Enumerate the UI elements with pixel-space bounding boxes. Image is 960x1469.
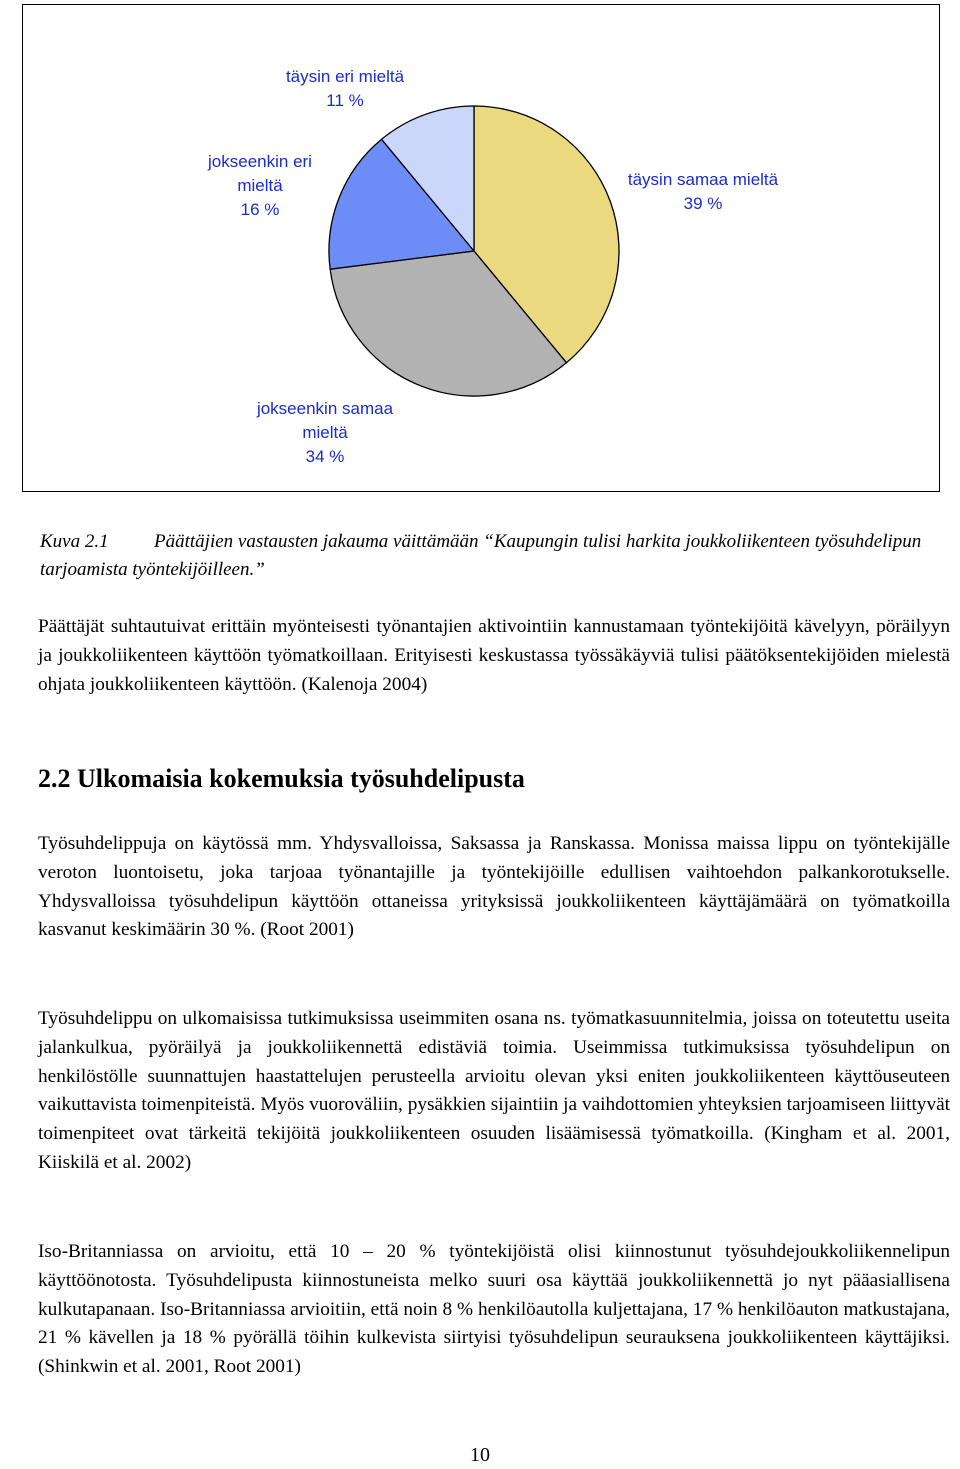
pie-label-fully-disagree: täysin eri mieltä 11 % <box>285 67 405 110</box>
figure-caption <box>40 528 940 584</box>
paragraph-2: Työsuhdelippuja on käytössä mm. Yhdysvalloissa, Saksassa ja Ranskassa. Monissa maissa lippu on työntekijälle veroton luontoisetu, joka tarjoaa työnantajille ja työntekijöille edullisen vaihtoehdon palkankorotukselle. Yhdysvalloissa työsuhdelipun käyttöön ottaneissa yrityksissä joukkoliikenteen käyttäjämäärä on työmatkoilla kasvanut keskimäärin 30 %. (Root 2001) <box>38 833 950 941</box>
paragraph-3: Työsuhdelippu on ulkomaisissa tutkimuksissa useimmiten osana ns. työmatkasuunnitelmia, joissa on toteutettu useita jalankulkua, pyöräilyä ja joukkoliikennettä edistäviä toimia. Useimmissa tutkimuksissa työsuhdelipun on henkilöstölle suunnattujen haastattelujen perusteella arvioitu olevan yksi eniten joukkoliikenteen käyttöuseuteen vaikuttavista toimenpiteistä. Myös vuoroväliin, pysäkkien sijaintiin ja vaihdottomien yhteyksien tarjoamiseen liittyvät toimenpiteet ovat tärkeitä tekijöitä joukkoliikenteen osuuden lisäämisessä työmatkoilla. (Kingham et al. 2001, Kiiskilä et al. 2002) <box>38 1008 950 1173</box>
pie-chart-frame <box>22 4 940 492</box>
pie-chart <box>23 5 941 493</box>
pie-label-fully-agree: täysin samaa mieltä 39 % <box>627 170 779 213</box>
paragraph-4: Iso-Britanniassa on arvioitu, että 10 – 20 % työntekijöistä olisi kiinnostunut työsuhdejoukkoliikennelipun käyttöönotosta. Työsuhdelipusta kiinnostuneista melko suuri osa käyttää joukkoliikennettä jo nyt pääasiallisena kulkutapanaan. Iso-Britanniassa arvioitiin, että noin 8 % henkilöautolla kuljettajana, 17 % henkilöauton matkustajana, 21 % kävellen ja 18 % pyörällä töihin kulkevista siirtyisi työsuhdelipun seurauksena joukkoliikenteen käyttäjiksi. (Shinkwin et al. 2001, Root 2001) <box>38 1241 950 1378</box>
paragraph-1: Päättäjät suhtautuivat erittäin myönteisesti työnantajien aktivointiin kannustamaan työntekijöitä kävelyyn, pöräilyyn ja joukkoliikenteen käyttöön työmatkoillaan. Erityisesti keskustassa työssäkäyviä tulisi päätöksentekijöiden mielestä ohjata joukkoliikenteen käyttöön. (Kalenoja 2004) <box>38 616 950 695</box>
figure-caption-text: Päättäjien vastausten jakauma väittämään “Kaupungin tulisi harkita joukkoliikenteen työsuhdelipun tarjoamista työntekijöilleen.” <box>40 531 922 580</box>
figure-number: Kuva 2.1 <box>40 531 109 552</box>
section-heading: 2.2 Ulkomaisia kokemuksia työsuhdelipusta <box>38 764 525 793</box>
page-number: 10 <box>470 1444 490 1466</box>
pie-label-somewhat-disagree: jokseenkin eri mieltä 16 % <box>208 152 312 219</box>
pie-label-somewhat-agree: jokseenkin samaa mieltä 34 % <box>256 399 394 466</box>
